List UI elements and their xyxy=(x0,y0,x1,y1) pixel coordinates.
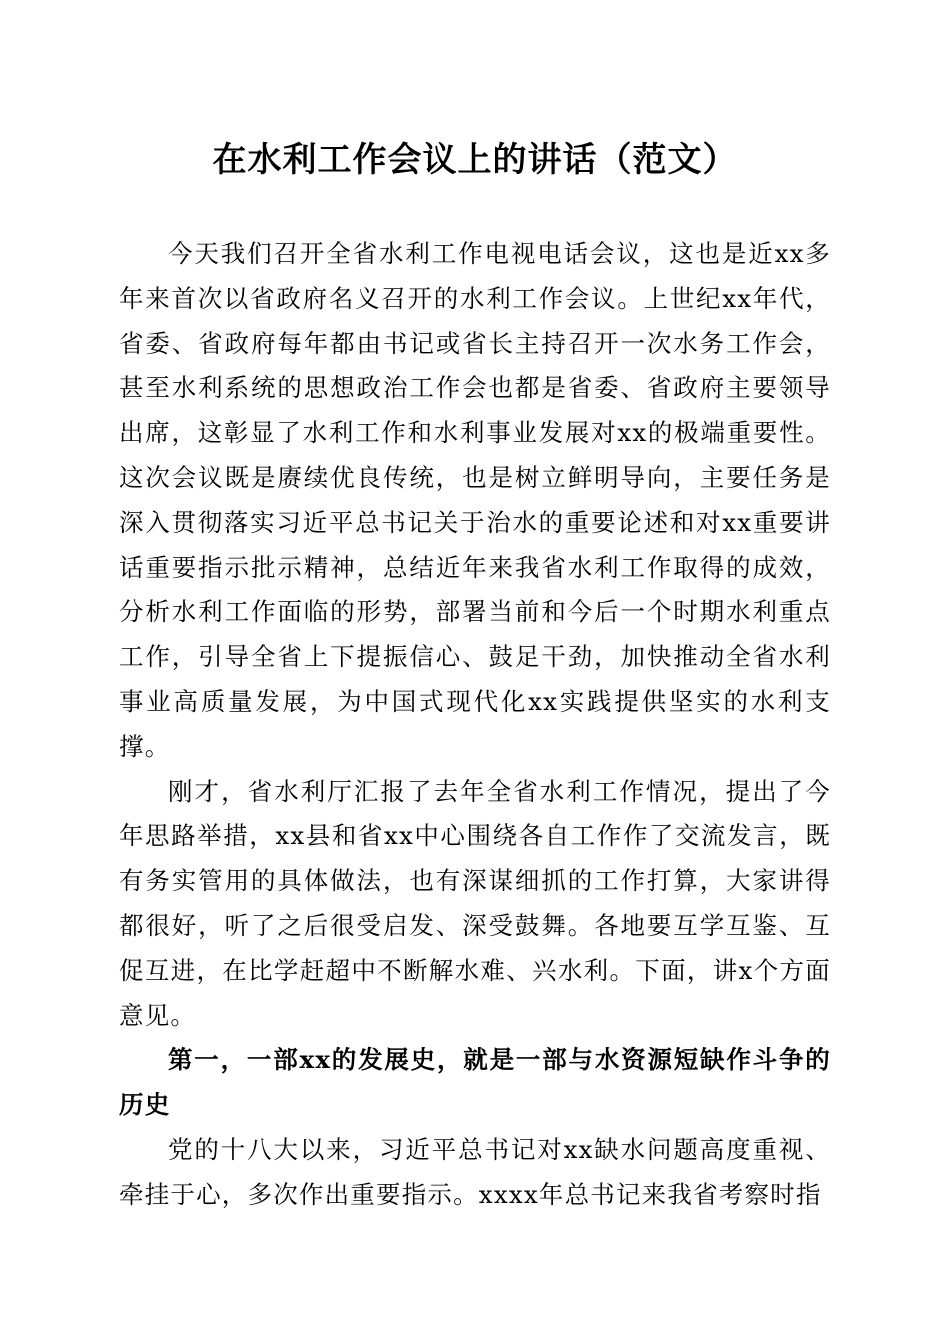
document-body xyxy=(119,232,831,1218)
paragraph-2: 刚才，省水利厅汇报了去年全省水利工作情况，提出了今年思路举措，xx县和省xx中心围绕各自工作作了交流发言，既有务实管用的具体做法，也有深谋细抓的工作打算，大家讲得都很好，听了之后很受启发、深受鼓舞。各地要互学互鉴、互促互进，在比学赶超中不断解水难、兴水利。下面，讲x个方面意见。 xyxy=(119,776,831,1030)
document-title: 在水利工作会议上的讲话（范文） xyxy=(212,140,738,180)
paragraph-3: 党的十八大以来，习近平总书记对xx缺水问题高度重视、牵挂于心，多次作出重要指示。xxxx年总书记来我省考察时指 xyxy=(119,1134,831,1209)
paragraph-1: 今天我们召开全省水利工作电视电话会议，这也是近xx多年来首次以省政府名义召开的水利工作会议。上世纪xx年代，省委、省政府每年都由书记或省长主持召开一次水务工作会，甚至水利系统的思想政治工作会也都是省委、省政府主要领导出席，这彰显了水利工作和水利事业发展对xx的极端重要性。这次会议既是赓续优良传统，也是树立鲜明导向，主要任务是深入贯彻落实习近平总书记关于治水的重要论述和对xx重要讲话重要指示批示精神，总结近年来我省水利工作取得的成效，分析水利工作面临的形势，部署当前和今后一个时期水利重点工作，引导全省上下提振信心、鼓足干劲，加快推动全省水利事业高质量发展，为中国式现代化xx实践提供坚实的水利支撑。 xyxy=(119,239,831,761)
section-heading-1: 第一，一部xx的发展史，就是一部与水资源短缺作斗争的历史 xyxy=(119,1045,831,1120)
